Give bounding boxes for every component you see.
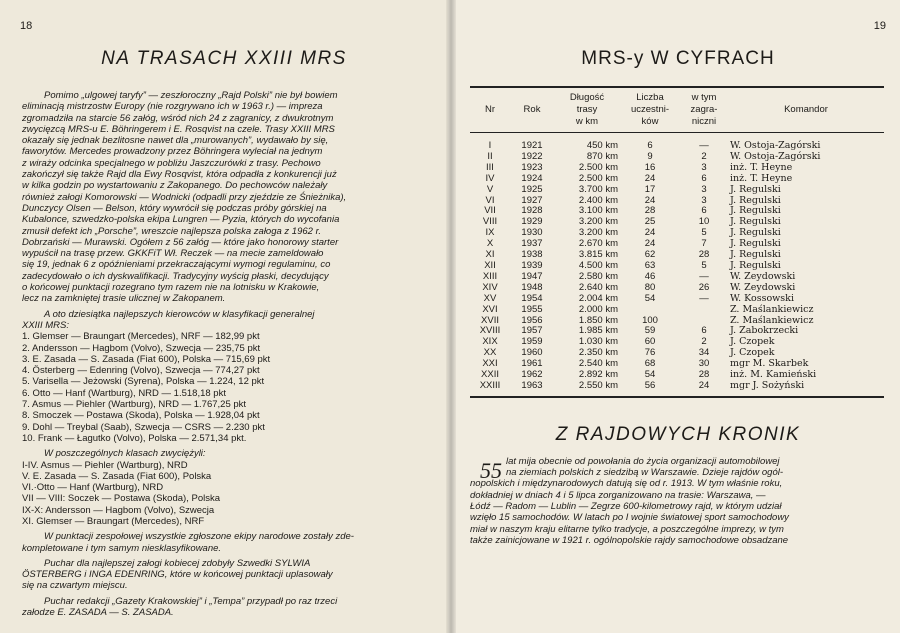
team-line: W punktacji zespołowej wszystkie zgłoszone ekipy narodowe zostały zde- xyxy=(44,531,354,543)
cell-rok: 1929 xyxy=(521,216,543,228)
page-number-right: 19 xyxy=(873,20,886,32)
cell-komandor: inż. T. Heyne xyxy=(730,172,793,184)
table-row xyxy=(470,174,884,185)
intro-line: z wiraży odcinka specjalnego w pobliżu Jaszczurówki z trasy. Pechowo xyxy=(22,157,321,169)
top10-item: 2. Andersson — Hagbom (Volvo), Szwecja — 235,75 pkt xyxy=(22,342,261,354)
cell-uczestnicy: 54 xyxy=(644,369,656,381)
intro-line: zadecydowało o ich dyskwalifikacji. Tradycyjny wyścig płaski, decydujący xyxy=(22,270,329,282)
cell-zagraniczni: 6 xyxy=(701,172,707,184)
intro-line: zgromadziła na starcie 56 załóg, wśród nich 24 z zagranicy, z dwukrotnym xyxy=(22,112,334,124)
right-page xyxy=(448,0,900,633)
cell-nr: XIX xyxy=(482,336,498,348)
cell-rok: 1921 xyxy=(521,140,543,151)
cell-nr: XIII xyxy=(482,270,498,282)
cell-uczestnicy: 68 xyxy=(644,358,656,370)
cell-rok: 1925 xyxy=(521,183,543,195)
header-rok: Rok xyxy=(523,104,541,115)
cell-uczestnicy: 63 xyxy=(644,259,656,271)
kronik-line: miał w naszym kraju elitarne tylko tradycje, a poszczególne imprezy, w tym xyxy=(470,523,784,535)
intro-line: lecz na zamkniętej trasie ulicznej w Zakopanem. xyxy=(22,293,226,305)
cell-nr: XII xyxy=(484,259,496,271)
cell-rok: 1963 xyxy=(521,379,543,391)
cell-uczestnicy: 25 xyxy=(644,216,656,228)
cell-nr: V xyxy=(486,183,494,195)
cell-uczestnicy: 59 xyxy=(644,325,656,337)
header-line: ków xyxy=(641,116,659,127)
cell-zagraniczni: 28 xyxy=(698,249,710,261)
kronik-line: dokładniej w dniach 4 i 5 lipca zorganizowano na trasie: Warszawa, — xyxy=(470,489,766,501)
top10-item: 4. Österberg — Edenring (Volvo), Szwecja — 774,27 pkt xyxy=(22,365,260,377)
kronik-paragraph xyxy=(470,456,886,546)
cell-uczestnicy: 24 xyxy=(644,238,656,250)
cell-uczestnicy: 76 xyxy=(644,347,656,359)
class-winner-item: XI. Glemser — Braungart (Mercedes), NRF xyxy=(22,515,205,527)
cell-nr: XXIII xyxy=(479,379,501,391)
intro-line: faworytów. Mercedes prowadzony przez Böhringera wyleciał na jednym xyxy=(22,146,323,158)
mrs-table xyxy=(470,86,884,392)
women-line: się na czwartym miejscu. xyxy=(22,580,128,592)
women-paragraph xyxy=(22,558,426,592)
table-row xyxy=(470,294,884,305)
cell-km: 2.004 km xyxy=(578,292,618,304)
cell-uczestnicy: 46 xyxy=(644,270,656,282)
cell-nr: XXI xyxy=(482,358,498,370)
cell-zagraniczni: 3 xyxy=(701,161,707,173)
book-gutter xyxy=(446,0,456,633)
cell-rok: 1939 xyxy=(521,259,543,271)
cell-komandor: J. Czopek xyxy=(730,347,775,359)
class-winner-item: VII — VIII: Soczek — Postawa (Skoda), Polska xyxy=(22,493,220,505)
cell-nr: XX xyxy=(483,347,497,359)
table-row xyxy=(470,381,884,392)
cell-km: 2.350 km xyxy=(578,347,618,359)
kronik-section xyxy=(470,456,886,546)
cell-km: 4.500 km xyxy=(578,259,618,271)
cell-km: 2.500 km xyxy=(578,161,618,173)
cell-rok: 1961 xyxy=(521,358,543,370)
cell-uczestnicy: 16 xyxy=(644,161,656,173)
intro-line: okazały się jednak bezlitosne nawet dla „murowanych”, wydawało by się, xyxy=(22,135,329,147)
cell-rok: 1954 xyxy=(521,292,543,304)
cell-km: 1.850 km xyxy=(578,314,618,326)
cell-km: 1.030 km xyxy=(578,336,618,348)
cell-komandor: J. Regulski xyxy=(730,183,781,195)
cup-line: Puchar redakcji „Gazety Krakowskiej” i „Tempa” przypadł po raz trzeci xyxy=(44,595,338,607)
top10-item: 1. Glemser — Braungart (Mercedes), NRF — 182,99 pkt xyxy=(22,331,260,343)
cell-zagraniczni xyxy=(680,305,728,316)
cell-komandor: J. Regulski xyxy=(730,227,781,239)
cell-komandor: inż. T. Heyne xyxy=(730,161,793,173)
cell-nr: X xyxy=(486,238,494,250)
cell-uczestnicy: 54 xyxy=(644,292,656,304)
cell-komandor: Z. Maślankiewicz xyxy=(730,303,814,315)
header-wtym xyxy=(680,87,728,133)
cell-nr: VIII xyxy=(482,216,498,228)
top10-list xyxy=(22,331,426,444)
top10-item: 10. Frank — Łagutko (Volvo), Polska — 2.571,34 pkt. xyxy=(22,432,247,444)
cell-komandor: mgr J. Sożyński xyxy=(730,379,805,391)
class-winner-item: VI.·Otto — Hanf (Wartburg), NRD xyxy=(22,482,164,494)
right-page-title: MRS-y W CYFRACH xyxy=(581,48,775,69)
cell-zagraniczni: 2 xyxy=(701,150,707,162)
cell-km: 2.670 km xyxy=(578,238,618,250)
intro-line: Pomimo „ulgowej taryfy” — zeszłoroczny „Rajd Polski” nie był bowiem xyxy=(44,90,338,101)
intro-line: wypuścił na trasę przew. GKKFiT Wł. Reczek — na mecie zameldowało xyxy=(22,248,324,260)
kronik-line: Łódź — Radom — Lublin — Zegrze 600-kilometrowy rajd, w którym udział xyxy=(470,501,782,513)
class-winner-item: IX-X: Andersson — Hagbom (Volvo), Szwecja xyxy=(22,504,215,516)
cell-nr: VII xyxy=(484,205,496,217)
cell-komandor: W. Ostoja-Zagórski xyxy=(730,140,821,151)
cell-rok: 1927 xyxy=(521,194,543,206)
cell-zagraniczni: 34 xyxy=(698,347,710,359)
intro-line: się 19, jednak 6 z opóźnieniami przekraczającymi wymogi regulaminu, co xyxy=(22,259,331,271)
cell-uczestnicy: 9 xyxy=(647,150,653,162)
cell-komandor: J. Zabokrzecki xyxy=(730,325,799,337)
cell-rok: 1948 xyxy=(521,281,543,293)
cell-rok: 1959 xyxy=(521,336,543,348)
cell-rok: 1937 xyxy=(521,238,543,250)
cell-komandor: J. Regulski xyxy=(730,205,781,217)
women-line: ÖSTERBERG i INGA EDENRING, które w końcowej punktacji uplasowały xyxy=(22,569,333,581)
cell-uczestnicy: 24 xyxy=(644,194,656,206)
cell-zagraniczni: 7 xyxy=(701,238,707,250)
left-page xyxy=(0,0,448,633)
page-number-left: 18 xyxy=(20,20,33,32)
header-line: zagra- xyxy=(690,104,718,115)
intro-line: Dunczycy Olsen — Belson, który wywrócił się podczas próby górskiej na xyxy=(22,202,327,214)
cell-uczestnicy: 80 xyxy=(644,281,656,293)
intro-line: Dobrzański — Murawski. Ogółem z 56 załóg — które jako honorowy starter xyxy=(22,236,339,248)
header-line: w tym xyxy=(691,92,717,103)
cell-km: 2.540 km xyxy=(578,358,618,370)
left-page-title: NA TRASACH XXIII MRS xyxy=(101,48,347,69)
cell-rok: 1955 xyxy=(521,303,543,315)
cell-rok: 1962 xyxy=(521,369,543,381)
cell-zagraniczni: — xyxy=(699,270,709,282)
cell-uczestnicy: 24 xyxy=(644,227,656,239)
cell-zagraniczni: 6 xyxy=(701,325,707,337)
table-row xyxy=(470,133,884,152)
cell-km: 2.640 km xyxy=(578,281,618,293)
intro-line: o końcowej punktacji rozegrano tym razem nie na lotnisku w Krakowie, xyxy=(22,282,320,294)
cell-km: 2.580 km xyxy=(578,270,618,282)
cell-uczestnicy: 62 xyxy=(644,249,656,261)
cell-rok: 1947 xyxy=(521,270,543,282)
header-line: w km xyxy=(575,116,599,127)
intro-paragraph xyxy=(22,90,426,305)
cell-rok: 1928 xyxy=(521,205,543,217)
table-bottom-rule xyxy=(470,396,884,398)
top10-item: 6. Otto — Hanf (Wartburg), NRD — 1.518,18 pkt xyxy=(22,387,226,399)
top10-item: 7. Asmus — Piehler (Wartburg), NRD — 1.767,25 pkt xyxy=(22,399,247,411)
kronik-line: na ziemiach polskich z siedzibą w Warszawie. Dzieje rajdów ogól- xyxy=(506,467,784,479)
cell-km: 3.815 km xyxy=(578,249,618,261)
team-line: kompletowane i tym samym niesklasyfikowane. xyxy=(22,542,222,554)
cell-km: 1.985 km xyxy=(578,325,618,337)
cell-nr: XIV xyxy=(482,281,498,293)
header-line: uczestni- xyxy=(630,104,669,115)
team-paragraph xyxy=(22,531,426,554)
cell-km: 2.892 km xyxy=(578,369,618,381)
kronik-title: Z RAJDOWYCH KRONIK xyxy=(555,423,801,445)
cell-uczestnicy: 6 xyxy=(647,140,653,151)
top10-intro-line: XXIII MRS: xyxy=(22,319,69,331)
intro-line: zakończył się także Rajd dla Ewy Rosqvist, która odpadła z konkurencji już xyxy=(22,169,337,181)
cell-nr: IX xyxy=(485,227,495,239)
top10-item: 9. Dohl — Treybal (Saab), Szwecja — CSRS — 2.230 pkt xyxy=(22,421,265,433)
table-header-row xyxy=(470,87,884,133)
header-nr: Nr xyxy=(484,104,496,115)
cell-uczestnicy: 17 xyxy=(644,183,656,195)
kronik-line: nopolskich i międzynarodowych datują się od r. 1913. W tym właśnie roku, xyxy=(470,478,783,490)
header-dlugosc xyxy=(554,87,620,133)
cell-nr: XVI xyxy=(482,303,498,315)
cell-komandor: mgr M. Skarbek xyxy=(730,358,809,370)
header-line: Liczba xyxy=(636,92,664,103)
cell-komandor: Z. Maślankiewicz xyxy=(730,314,814,326)
cell-komandor: J. Regulski xyxy=(730,194,781,206)
header-line: niczni xyxy=(691,116,717,127)
cell-rok: 1923 xyxy=(521,161,543,173)
cell-zagraniczni: 3 xyxy=(701,194,707,206)
classes-intro: W poszczególnych klasach zwyciężyli: xyxy=(44,448,206,460)
cell-nr: XVII xyxy=(481,314,499,326)
cell-uczestnicy: 60 xyxy=(644,336,656,348)
cell-zagraniczni: 10 xyxy=(698,216,710,228)
header-liczba xyxy=(620,87,680,133)
intro-line: zmusił defekt ich „Porsche”, wreszcie najlepsza polska załoga z 1962 r. xyxy=(22,225,322,237)
class-winner-item: V. E. Zasada — S. Zasada (Fiat 600), Polska xyxy=(22,470,212,482)
kronik-line: wzięło 15 samochodów. W latach po I wojnie światowej sport samochodowy xyxy=(470,512,789,524)
cell-nr: II xyxy=(487,150,493,162)
cell-km: 450 km xyxy=(586,140,618,151)
cell-km: 2.400 km xyxy=(578,194,618,206)
cell-km: 3.200 km xyxy=(578,227,618,239)
cell-komandor: inż. M. Kamieński xyxy=(730,369,817,381)
kronik-line: lat mija obecnie od powołania do życia organizacji automobilowej xyxy=(506,455,780,467)
table-row xyxy=(470,305,884,316)
cell-km: 2.000 km xyxy=(578,303,618,315)
women-line: Puchar dla najlepszej załogi kobiecej zdobyły Szwedki SYLWIA xyxy=(44,557,311,569)
cell-km: 3.700 km xyxy=(578,183,618,195)
header-line: trasy xyxy=(576,104,598,115)
cell-uczestnicy: 24 xyxy=(644,172,656,184)
table-row xyxy=(470,185,884,196)
cell-nr: XVIII xyxy=(479,325,501,337)
cell-uczestnicy xyxy=(620,305,680,316)
intro-line: zwycięzcą MRS-u E. Böhringerem i E. Rosqvist na czele. Trasy XXIII MRS xyxy=(22,123,335,135)
cell-nr: XXII xyxy=(481,369,499,381)
intro-line: Kubalonce, szwedzko-polska ekipa Lungren — Pyzia, których do wycofania xyxy=(22,214,340,226)
intro-line: w kilka godzin po wystartowaniu z Zakopanego. Do pechowców należały xyxy=(22,180,328,192)
cell-zagraniczni: 2 xyxy=(701,336,707,348)
cell-zagraniczni: 26 xyxy=(698,281,710,293)
cup-line: załodze E. ZASADA — S. ZASADA. xyxy=(22,607,174,619)
intro-line: eliminacją mistrzostw Europy (nie rozgrywano ich w 1963 r.) — impreza xyxy=(22,101,323,113)
cell-zagraniczni: 30 xyxy=(698,358,710,370)
cell-uczestnicy: 56 xyxy=(644,379,656,391)
cell-rok: 1957 xyxy=(521,325,543,337)
table-body xyxy=(470,133,884,392)
cell-zagraniczni: 5 xyxy=(701,227,707,239)
cell-km: 2.500 km xyxy=(578,172,618,184)
cell-komandor: W. Kossowski xyxy=(730,292,794,304)
cell-km: 3.100 km xyxy=(578,205,618,217)
classes-list xyxy=(22,460,426,528)
cell-komandor: J. Regulski xyxy=(730,216,781,228)
top10-item: 3. E. Zasada — S. Zasada (Fiat 600), Polska — 715,69 pkt xyxy=(22,353,271,365)
top10-intro-line: A oto dziesiątka najlepszych kierowców w klasyfikacji generalnej xyxy=(44,308,315,320)
cell-rok: 1960 xyxy=(521,347,543,359)
cell-zagraniczni: 6 xyxy=(701,205,707,217)
cell-nr: III xyxy=(486,161,494,173)
cell-uczestnicy: 100 xyxy=(642,314,658,326)
cell-komandor: W. Ostoja-Zagórski xyxy=(730,150,821,162)
intro-line: również załogi Komorowski — Wodnicki (odpadli przy zjeździe ze Śnieżnika), xyxy=(22,191,347,203)
cell-nr: I xyxy=(488,140,492,151)
cell-nr: XV xyxy=(483,292,497,304)
header-line: Długość xyxy=(569,92,605,103)
top10-item: 8. Smoczek — Postawa (Skoda), Polska — 1.928,04 pkt xyxy=(22,410,260,422)
cell-zagraniczni: 24 xyxy=(698,379,710,391)
top10-intro xyxy=(22,309,426,332)
cell-komandor: W. Zeydowski xyxy=(730,270,796,282)
kronik-drop-number: 55 xyxy=(480,457,502,483)
cell-komandor: J. Regulski xyxy=(730,249,781,261)
kronik-line: także zainicjowane w 1921 r. ogólnopolskie rajdy samochodowe obsadzane xyxy=(470,534,789,546)
cup-paragraph xyxy=(22,596,426,619)
header-komandor: Komandor xyxy=(784,104,828,115)
cell-zagraniczni: 28 xyxy=(698,369,710,381)
cell-komandor: W. Zeydowski xyxy=(730,281,796,293)
cell-nr: VI xyxy=(485,194,495,206)
cell-km: 870 km xyxy=(586,150,618,162)
cell-rok: 1924 xyxy=(521,172,543,184)
cell-zagraniczni: — xyxy=(699,292,709,304)
cell-komandor: J. Regulski xyxy=(730,238,781,250)
cell-rok: 1938 xyxy=(521,249,543,261)
cell-nr: IV xyxy=(485,172,495,184)
cell-rok: 1956 xyxy=(521,314,543,326)
cell-km: 3.200 km xyxy=(578,216,618,228)
class-winner-item: I-IV. Asmus — Piehler (Wartburg), NRD xyxy=(22,459,188,471)
cell-rok: 1930 xyxy=(521,227,543,239)
cell-zagraniczni: 3 xyxy=(701,183,707,195)
cell-nr: XI xyxy=(485,249,495,261)
cell-zagraniczni: — xyxy=(699,140,709,151)
cell-komandor: J. Regulski xyxy=(730,259,781,271)
cell-komandor: J. Czopek xyxy=(730,336,775,348)
cell-rok: 1922 xyxy=(521,150,543,162)
cell-km: 2.550 km xyxy=(578,379,618,391)
cell-zagraniczni: 5 xyxy=(701,259,707,271)
cell-uczestnicy: 28 xyxy=(644,205,656,217)
top10-item: 5. Varisella — Jeżowski (Syrena), Polska — 1.224, 12 pkt xyxy=(22,376,265,388)
